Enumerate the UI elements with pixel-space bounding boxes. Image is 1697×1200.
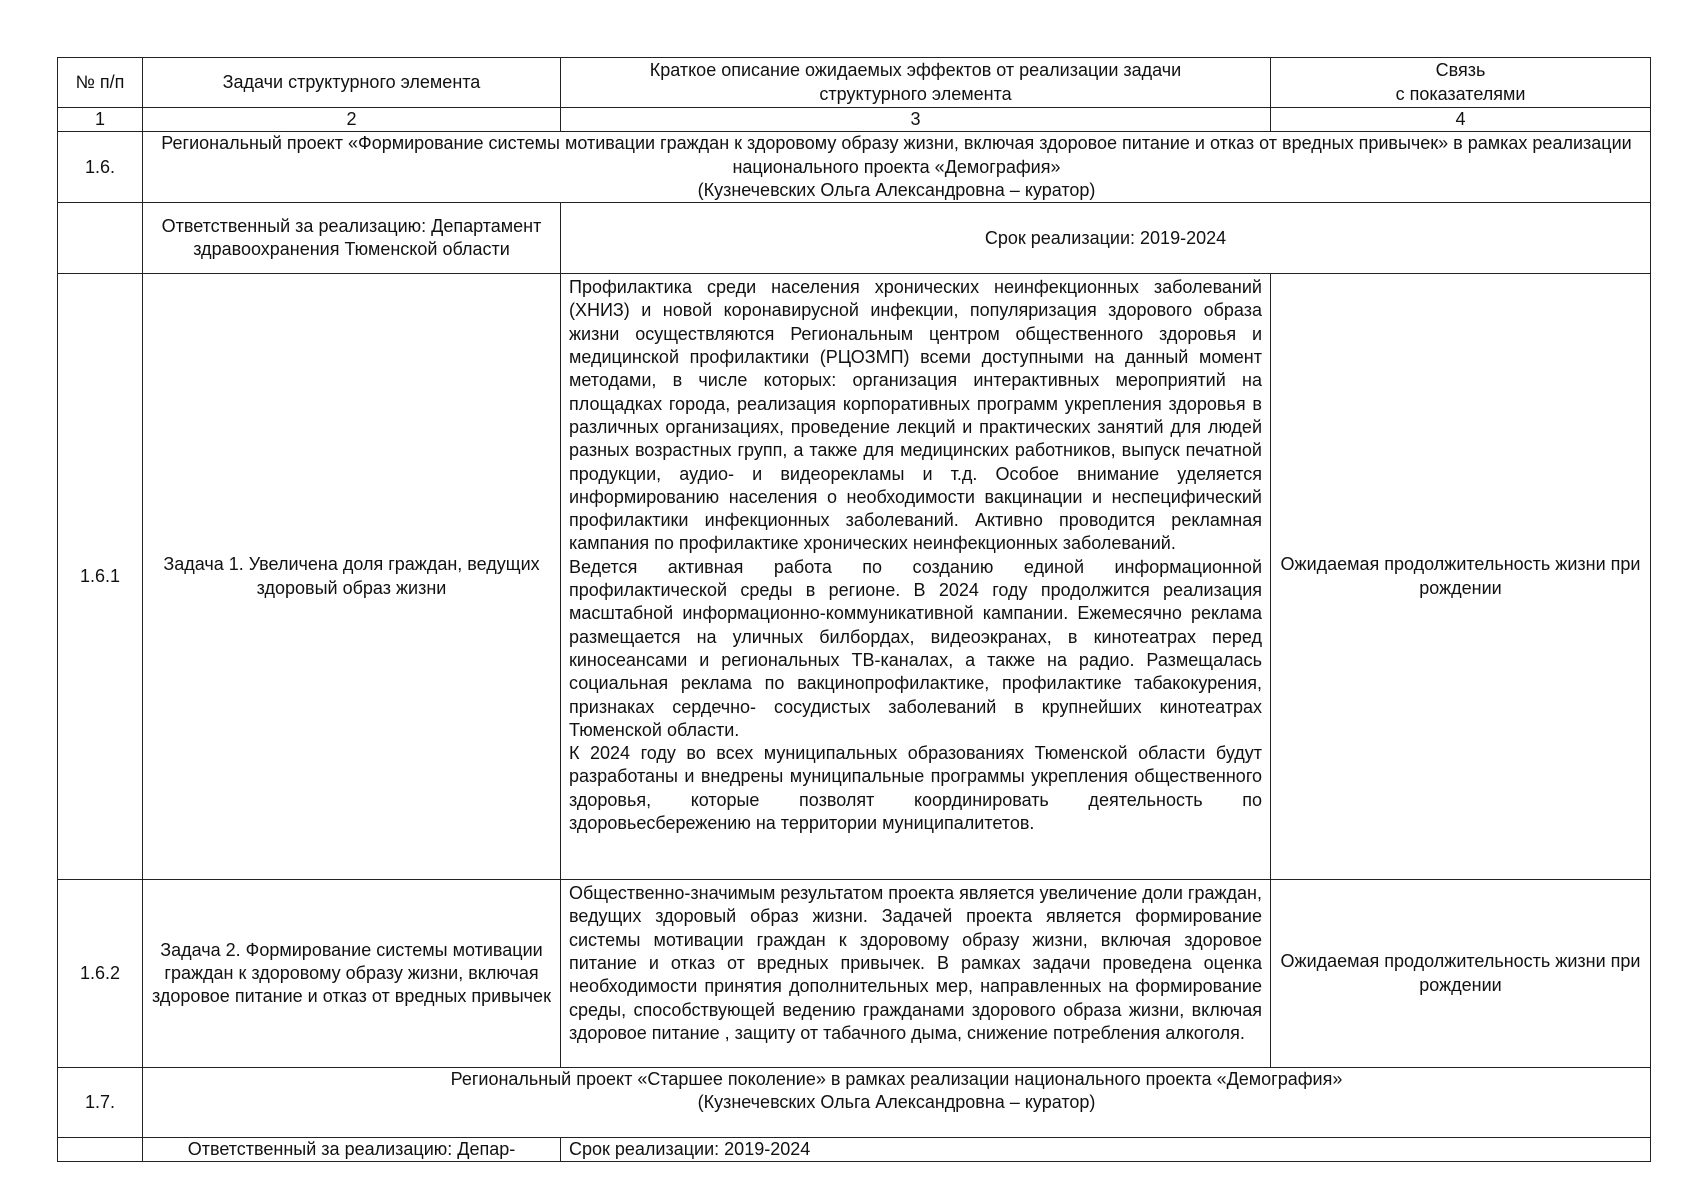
task-description <box>561 880 1271 1068</box>
responsible-row <box>58 1138 1651 1162</box>
header-tasks: Задачи структурного элемента <box>143 58 561 108</box>
column-number: 3 <box>561 108 1271 132</box>
task-number: 1.6.2 <box>58 880 143 1068</box>
empty-cell <box>58 203 143 274</box>
column-number-row <box>58 108 1651 132</box>
task-indicator: Ожидаемая продолжительность жизни при рождении <box>1271 880 1651 1068</box>
header-indicators: Связь с показателями <box>1271 58 1651 108</box>
responsible-cell: Ответственный за реализацию: Департамент здравоохранения Тюменской области <box>143 203 561 274</box>
task-text: Задача 2. Формирование системы мотивации граждан к здоровому образу жизни, включая здоровое питание и отказ от вредных привычек <box>143 880 561 1068</box>
column-number: 1 <box>58 108 143 132</box>
description-paragraph: Общественно-значимым результатом проекта является увеличение доли граждан, ведущих здоровый образ жизни. Задачей проекта является формирование системы мотивации граждан к здоровому образу жизни, включая здоровое питание и отказ от вредных привычек. В рамках задачи проведена оценка необходимости принятия дополнительных мер, направленных на формирование среды, способствующей ведению гражданами здорового образа жизни, включая здоровое питание , защиту от табачного дыма, снижение потребления алкоголя. <box>569 883 1262 1043</box>
description-paragraph: К 2024 году во всех муниципальных образованиях Тюменской области будут разработаны и внедрены муниципальные программы укрепления общественного здоровья, которые позволят координировать деятельность по здоровьесбережению на территории муниципалитетов. <box>569 743 1262 834</box>
term-cell: Срок реализации: 2019-2024 <box>561 203 1651 274</box>
header-description: Краткое описание ожидаемых эффектов от реализации задачи структурного элемента <box>561 58 1271 108</box>
column-number: 2 <box>143 108 561 132</box>
section-row <box>58 132 1651 203</box>
section-row <box>58 1068 1651 1138</box>
task-number: 1.6.1 <box>58 274 143 880</box>
task-indicator: Ожидаемая продолжительность жизни при рождении <box>1271 274 1651 880</box>
task-row <box>58 880 1651 1068</box>
structural-elements-table <box>57 57 1651 1162</box>
responsible-row <box>58 203 1651 274</box>
table-header-row <box>58 58 1651 108</box>
header-number: № п/п <box>58 58 143 108</box>
section-number: 1.6. <box>58 132 143 203</box>
description-paragraph: Ведется активная работа по созданию единой информационной профилактической среды в регионе. В 2024 году продолжится реализация масштабной информационно-коммуникативной кампании. Ежемесячно реклама размещается на уличных билбордах, видеоэкранах, в кинотеатрах перед киносеансами и региональных ТВ-каналах, а также на радио. Размещалась социальная реклама по вакцинопрофилактике, профилактике табакокурения, признаках сердечно- сосудистых заболеваний в крупнейших кинотеатрах Тюменской области. <box>569 556 1262 740</box>
section-title: Региональный проект «Формирование системы мотивации граждан к здоровому образу жизни, включая здоровое питание и отказ от вредных привычек» в рамках реализации национального проекта «Демография» (Кузнечевских Ольга Александровна – куратор) <box>143 132 1651 203</box>
section-number: 1.7. <box>58 1068 143 1138</box>
task-row <box>58 274 1651 880</box>
document-page <box>57 57 1650 1162</box>
empty-cell <box>58 1138 143 1162</box>
column-number: 4 <box>1271 108 1651 132</box>
term-cell: Срок реализации: 2019-2024 <box>561 1138 1651 1162</box>
description-paragraph: Профилактика среди населения хронических неинфекционных заболеваний (ХНИЗ) и новой коронавирусной инфекции, популяризация здорового образа жизни осуществляются Региональным центром общественного здоровья и медицинской профилактики (РЦОЗМП) всеми доступными на данный момент методами, в числе которых: организация интерактивных мероприятий на площадках города, реализация корпоративных программ укрепления здоровья в различных организациях, проведение лекций и практических занятий для людей разных возрастных групп, а также для медицинских работников, выпуск печатной продукции, аудио- и видеорекламы и т.д. Особое внимание уделяется информированию населения о необходимости вакцинации и неспецифический профилактики инфекционных заболеваний. Активно проводится рекламная кампания по профилактике хронических неинфекционных заболеваний. <box>569 277 1262 554</box>
responsible-cell: Ответственный за реализацию: Депар- <box>143 1138 561 1162</box>
task-text: Задача 1. Увеличена доля граждан, ведущих здоровый образ жизни <box>143 274 561 880</box>
section-title: Региональный проект «Старшее поколение» в рамках реализации национального проекта «Демография» (Кузнечевских Ольга Александровна – куратор) <box>143 1068 1651 1138</box>
task-description <box>561 274 1271 880</box>
